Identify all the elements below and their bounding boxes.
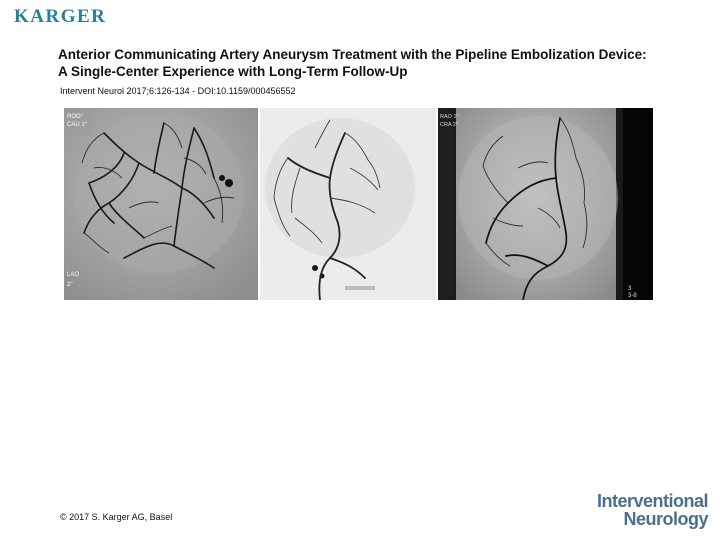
article-citation: Intervent Neurol 2017;6:126-134 - DOI:10.1159/000456552: [60, 86, 296, 96]
left-angiogram-panel: [64, 108, 258, 300]
journal-logo-line1: Interventional: [596, 491, 708, 511]
right-overlay-2: CRA 2°: [440, 122, 459, 128]
interventional-neurology-logo: [590, 492, 708, 528]
right-angiogram-panel: [438, 108, 653, 300]
journal-logo-line2: Neurology: [623, 509, 708, 529]
copyright-notice: © 2017 S. Karger AG, Basel: [60, 512, 173, 522]
right-overlay-3: 3: [628, 286, 632, 292]
middle-angiogram-panel: [260, 108, 436, 300]
left-angiogram-image: [64, 108, 258, 300]
karger-logo: KARGER: [14, 6, 107, 27]
right-overlay-1: RAO 1°: [440, 114, 459, 120]
angiogram-figure: [64, 108, 653, 300]
left-overlay-2: CAU 1°: [67, 122, 88, 128]
left-overlay-4: 2°: [67, 282, 73, 288]
middle-angiogram-image: [260, 108, 436, 300]
right-angiogram-image: [438, 108, 653, 300]
article-title: Anterior Communicating Artery Aneurysm Treatment with the Pipeline Embolization Device: A Single-Center Experience with Long-Term Follow-Up: [58, 47, 647, 79]
left-overlay-3: LAO: [67, 272, 80, 278]
right-overlay-4: 3-8: [628, 293, 637, 299]
left-overlay-1: ROO°: [67, 114, 84, 120]
